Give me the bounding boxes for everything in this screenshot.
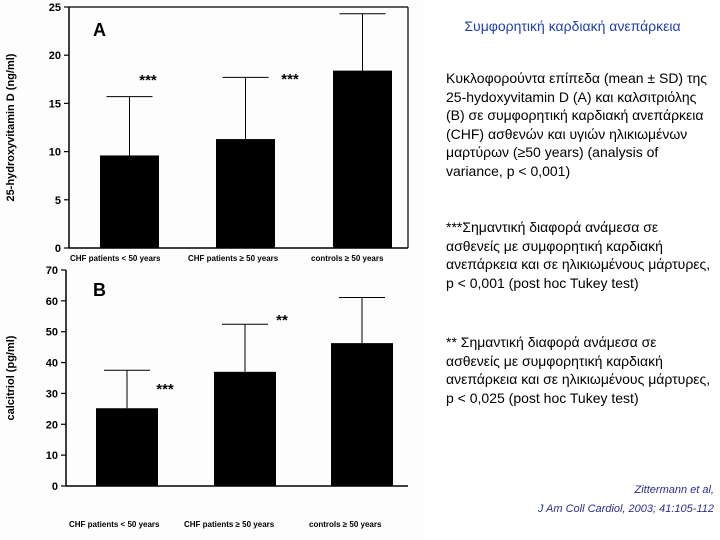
y-tick-label: 5: [54, 194, 61, 207]
significance-marker: ***: [281, 71, 299, 88]
x-category-label: controls ≥ 50 years: [309, 520, 382, 529]
y-tick-label: 70: [45, 265, 58, 277]
slide-title: Συμφορητική καρδιακή ανεπάρκεια: [464, 18, 681, 34]
significance-marker: ***: [139, 72, 157, 89]
significance-note-double: ** Σημαντική διαφορά ανάμεσα σε ασθενείς με συμφορητική καρδιακή ανεπάρκεια και σε ηλικιωμένους μάρτυρες, p < 0,025 (post hoc Tukey test): [446, 334, 711, 406]
citation-authors: Zittermann et al,: [634, 484, 714, 496]
x-category-label: CHF patients ≥ 50 years: [188, 254, 279, 263]
x-category-label: CHF patients < 50 years: [70, 254, 161, 263]
y-tick-label: 50: [45, 326, 58, 339]
y-axis-title: 25-hydroxyvitamin D (ng/ml): [5, 53, 17, 202]
significance-marker: ***: [156, 381, 174, 398]
y-tick-label: 15: [48, 98, 61, 111]
y-tick-label: 20: [45, 419, 58, 432]
significance-note-triple: ***Σημαντική διαφορά ανάμεσα σε ασθενείς με συμφορητική καρδιακή ανεπάρκεια και σε ηλικιωμένους μάρτυρες, p < 0,001 (post hoc Tukey test): [446, 219, 711, 291]
bar: [216, 139, 275, 248]
text-panel: [425, 0, 720, 540]
y-tick-label: 25: [48, 2, 61, 14]
description-paragraph: Κυκλοφορούντα επίπεδα (mean ± SD) της 25-hydoxyvitamin D (A) και καλσιτριόλης (B) σε συμφορητική καρδιακή ανεπάρκεια (CHF) ασθενών και υγιών ηλικιωμένων μαρτύρων (≥50 years) (analysis of variance, p < 0,001): [446, 70, 708, 179]
bar: [333, 71, 392, 248]
x-category-label: CHF patients < 50 years: [69, 520, 160, 529]
x-category-label: CHF patients ≥ 50 years: [184, 520, 275, 529]
bar: [96, 408, 158, 486]
significance-marker: **: [276, 312, 288, 329]
y-axis-title: calcitriol (pg/ml): [5, 335, 17, 421]
y-tick-label: 10: [48, 146, 61, 159]
y-tick-label: 10: [45, 450, 58, 463]
y-tick-label: 0: [51, 481, 58, 493]
x-category-label: controls ≥ 50 years: [311, 254, 384, 263]
y-tick-label: 40: [45, 357, 58, 370]
y-tick-label: 20: [48, 50, 61, 63]
citation-journal: J Am Coll Cardiol, 2003; 41:105-112: [537, 503, 714, 515]
bar: [331, 343, 393, 486]
bar: [214, 372, 276, 486]
bar: [100, 155, 159, 248]
panel-label: A: [93, 20, 106, 40]
panel-label: B: [93, 280, 106, 300]
y-tick-label: 60: [45, 295, 58, 308]
y-tick-label: 30: [45, 388, 58, 401]
y-tick-label: 0: [54, 243, 61, 255]
